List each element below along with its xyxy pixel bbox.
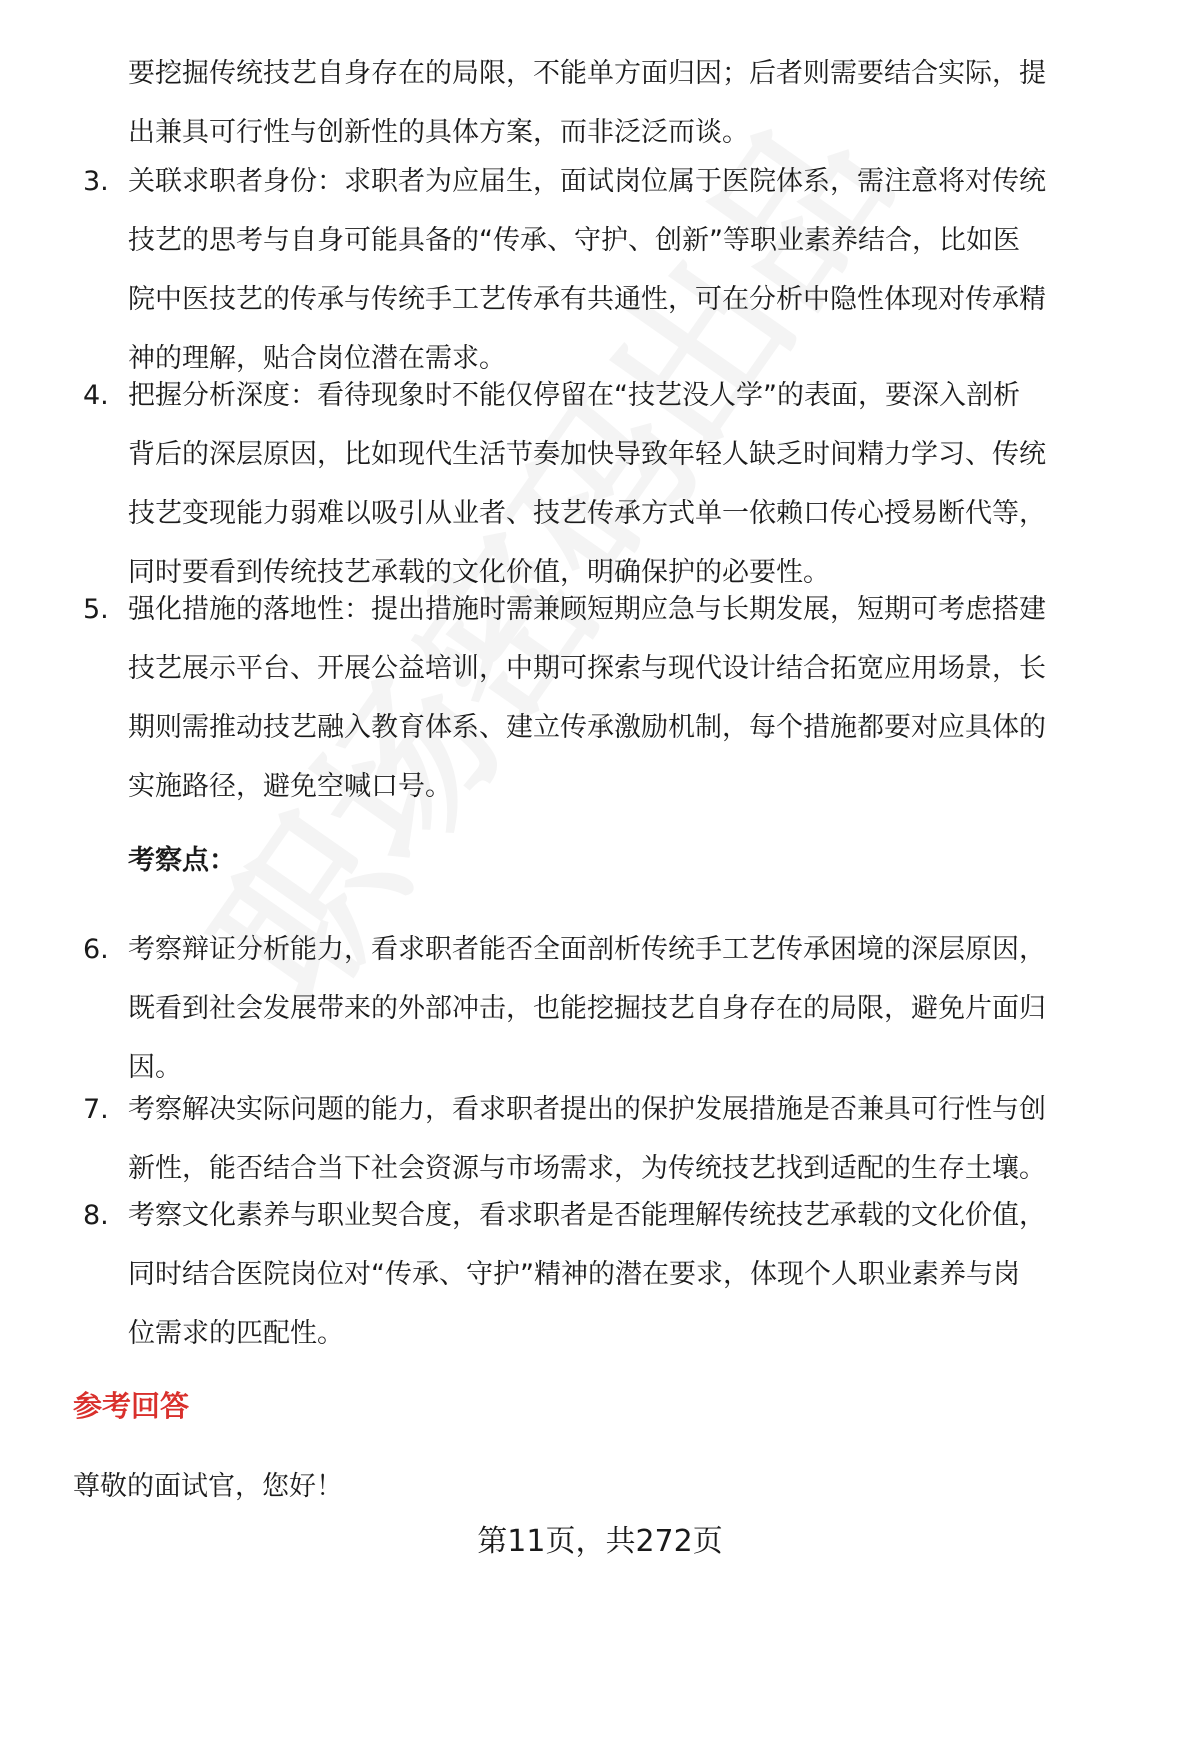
text-line: 技艺变现能力弱难以吸引从业者、技艺传承方式单一依赖口传心授易断代等，	[128, 498, 1046, 529]
text-line: 神的理解，贴合岗位潜在需求。	[128, 343, 506, 374]
text-line: 考察解决实际问题的能力，看求职者提出的保护发展措施是否兼具可行性与创	[128, 1094, 1046, 1125]
greeting-text: 尊敬的面试官，您好！	[73, 1471, 343, 1502]
text-line: 既看到社会发展带来的外部冲击，也能挖掘技艺自身存在的局限，避免片面归	[128, 993, 1046, 1024]
list-number: 7.	[83, 1094, 109, 1125]
text-line: 技艺的思考与自身可能具备的“传承、守护、创新”等职业素养结合，比如医	[128, 225, 1020, 256]
text-line: 关联求职者身份：求职者为应届生，面试岗位属于医院体系，需注意将对传统	[128, 166, 1046, 197]
text-line: 出兼具可行性与创新性的具体方案，而非泛泛而谈。	[128, 117, 749, 148]
text-line: 要挖掘传统技艺自身存在的局限，不能单方面归因；后者则需要结合实际，提	[128, 58, 1046, 89]
exam-points-heading: 考察点：	[128, 845, 236, 876]
text-line: 同时要看到传统技艺承载的文化价值，明确保护的必要性。	[128, 557, 830, 588]
list-number: 6.	[83, 934, 109, 965]
list-item	[83, 920, 1140, 1097]
text-line: 期则需推动技艺融入教育体系、建立传承激励机制，每个措施都要对应具体的	[128, 712, 1046, 743]
list-item	[83, 1186, 1140, 1363]
continued-paragraph	[128, 44, 1140, 162]
text-line: 强化措施的落地性：提出措施时需兼顾短期应急与长期发展，短期可考虑搭建	[128, 594, 1046, 625]
list-number: 8.	[83, 1200, 109, 1231]
page-number-footer: 第11页，共272页	[477, 1524, 723, 1559]
list-item	[83, 580, 1140, 816]
text-line: 因。	[128, 1052, 182, 1083]
text-line: 背后的深层原因，比如现代生活节奏加快导致年轻人缺乏时间精力学习、传统	[128, 439, 1046, 470]
list-item	[83, 152, 1140, 388]
text-line: 把握分析深度：看待现象时不能仅停留在“技艺没人学”的表面，要深入剖析	[128, 380, 1020, 411]
text-line: 同时结合医院岗位对“传承、守护”精神的潜在要求，体现个人职业素养与岗	[128, 1259, 1020, 1290]
text-line: 位需求的匹配性。	[128, 1318, 344, 1349]
list-item	[83, 366, 1140, 602]
text-line: 实施路径，避免空喊口号。	[128, 771, 452, 802]
list-number: 3.	[83, 166, 109, 197]
list-item	[83, 1080, 1140, 1198]
text-line: 技艺展示平台、开展公益培训，中期可探索与现代设计结合拓宽应用场景，长	[128, 653, 1046, 684]
text-line: 考察文化素养与职业契合度，看求职者是否能理解传统技艺承载的文化价值，	[128, 1200, 1046, 1231]
list-number: 5.	[83, 594, 109, 625]
reference-answer-title: 参考回答	[73, 1389, 190, 1423]
text-line: 考察辩证分析能力，看求职者能否全面剖析传统手工艺传承困境的深层原因，	[128, 934, 1046, 965]
list-number: 4.	[83, 380, 109, 411]
text-line: 新性，能否结合当下社会资源与市场需求，为传统技艺找到适配的生存土壤。	[128, 1153, 1046, 1184]
text-line: 院中医技艺的传承与传统手工艺传承有共通性，可在分析中隐性体现对传承精	[128, 284, 1046, 315]
